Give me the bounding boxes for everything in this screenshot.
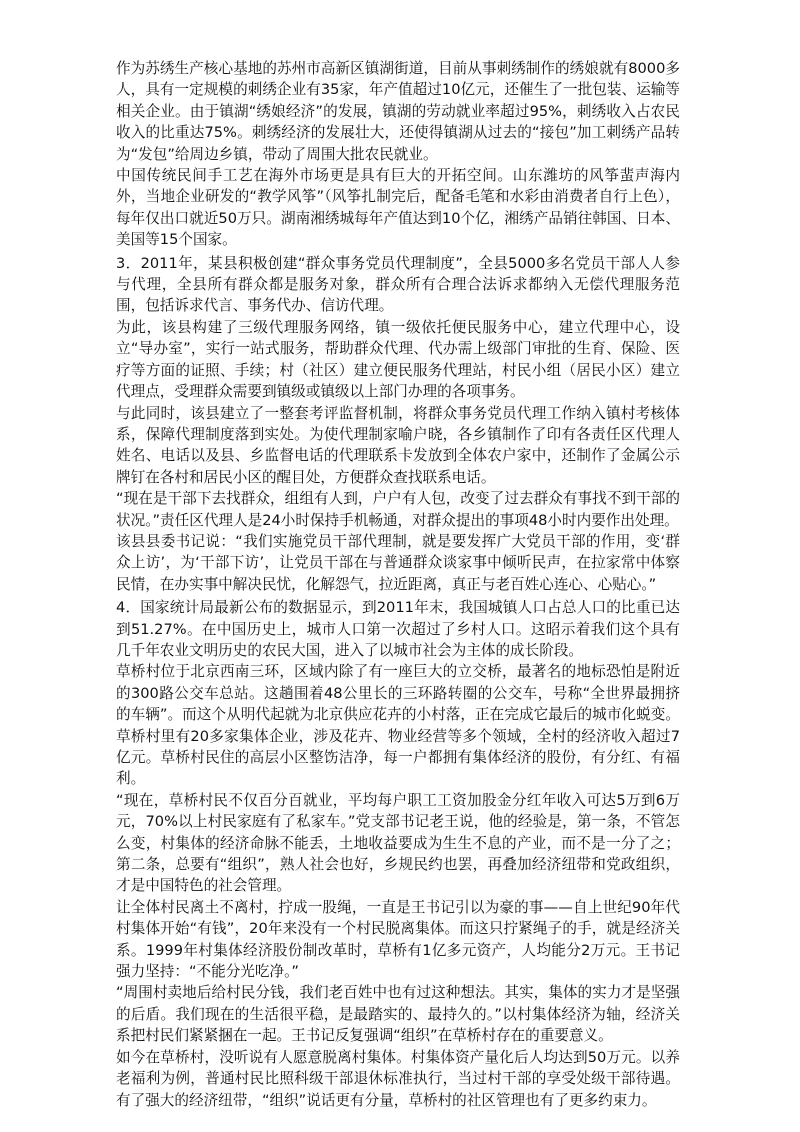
document-body — [116, 58, 680, 1111]
paragraph-section-4-urbanization: 4．国家统计局最新公布的数据显示，到2011年末，我国城镇人口占总人口的比重已达到51.27%。在中国历史上，城市人口第一次超过了乡村人口。这昭示着我们这个具有几千年农业文明历史的农民大国，进入了以城市社会为主体的成长阶段。 — [116, 599, 680, 659]
paragraph-cadres-find-masses: “现在是干部下去找群众，组组有人到，户户有人包，改变了过去群众有事找不到干部的状况。”责任区代理人是24小时保持手机畅通，对群众提出的事项48小时内要作出处理。 — [116, 490, 680, 529]
paragraph-villager-income: “现在，草桥村民不仅百分百就业，平均每户职工工资加股金分红年收入可达5万到6万元，70%以上村民家庭有了私家车。”党支部书记老王说，他的经验是，第一条，不管怎么变，村集体的经济命脉不能丢，土地收益要成为生生不息的产业，而不是一分了之；第二条，总要有“组织”，熟人社会也好，乡规民约也罢，再叠加经济纽带和党政组织，才是中国特色的社会管理。 — [116, 791, 680, 895]
paragraph-county-secretary-quote: 该县县委书记说：“我们实施党员干部代理制，就是要发挥广大党员干部的作用，变‘群众上访’，为‘干部下访’，让党员干部在与普通群众谈家事中倾听民声，在拉家常中体察民情，在办实事中解决民忧，化解怨气，拉近距离，真正与老百姓心连心、心贴心。” — [116, 532, 680, 593]
paragraph-service-network: 为此，该县构建了三级代理服务网络，镇一级依托便民服务中心，建立代理中心，设立“导办室”，实行一站式服务，帮助群众代理、代办需上级部门审批的生育、保险、医疗等方面的证照、手续；村（社区）建立便民服务代理站，村民小组（居民小区）建立代理点，受理群众需要到镇级或镇级以上部门办理的各项事务。 — [116, 318, 680, 401]
paragraph-evaluation-mechanism: 与此同时，该县建立了一整套考评监督机制，将群众事务党员代理工作纳入镇村考核体系，保障代理制度落到实处。为使代理制家喻户晓，各乡镇制作了印有各责任区代理人姓名、电话以及县、乡监督电话的代理联系卡发放到全体农户家中，还制作了金属公示牌钉在各村和居民小区的醒目处，方便群众查找联系电话。 — [116, 404, 680, 486]
paragraph-section-3-intro: 3．2011年，某县积极创建“群众事务党员代理制度”，全县5000多名党员干部人人参与代理，全县所有群众都是服务对象，群众所有合理合法诉求都纳入无偿代理服务范围，包括诉求代言、事务代办、信访代理。 — [116, 254, 680, 315]
paragraph-caoqiao-village: 草桥村位于北京西南三环，区域内除了有一座巨大的立交桥，最著名的地标恐怕是附近的300路公交车总站。这趟围着48公里长的三环路转圈的公交车，号称“全世界最拥挤的车辆”。而这个从明代起就为北京供应花卉的小村落，正在完成它最后的城市化蜕变。草桥村里有20多家集体企业，涉及花卉、物业经营等多个领域，全村的经济收入超过7亿元。草桥村民住的高层小区整饬洁净，每一户都拥有集体经济的股份，有分红、有福利。 — [116, 663, 680, 788]
paragraph-collective-strength: “周围村卖地后给村民分钱，我们老百姓中也有过这种想法。其实，集体的实力才是坚强的后盾。我们现在的生活很平稳，是最踏实的、最持久的。”以村集体经济为轴，经济关系把村民们紧紧捆在一起。王书记反复强调“组织”在草桥村存在的重要意义。 — [116, 984, 680, 1045]
paragraph-community-management: 如今在草桥村，没听说有人愿意脱离村集体。村集体资产量化后人均达到50万元。以养老福利为例，普通村民比照科级干部退休标准执行，当过村干部的享受处级干部待遇。有了强大的经济纽带，“组织”说话更有分量，草桥村的社区管理也有了更多约束力。 — [116, 1048, 680, 1109]
paragraph-handicraft-overseas: 中国传统民间手工艺在海外市场更是具有巨大的开拓空间。山东潍坊的风筝蜚声海内外，当地企业研发的“教学风筝”（风筝扎制完后，配备毛笔和水彩由消费者自行上色），每年仅出口就近50万只。湖南湘绣城每年产值达到10个亿，湘绣产品销往韩国、日本、美国等15个国家。 — [116, 167, 680, 249]
paragraph-collective-unity: 让全体村民离土不离村，拧成一股绳，一直是王书记引以为豪的事——自上世纪90年代村集体开始“有钱”，20年来没有一个村民脱离集体。而这只拧紧绳子的手，就是经济关系。1999年村集体经济股份制改革时，草桥有1亿多元资产，人均能分2万元。王书记强力坚持：“不能分光吃净。” — [116, 898, 680, 981]
paragraph-zhenhu-embroidery: 作为苏绣生产核心基地的苏州市高新区镇湖街道，目前从事刺绣制作的绣娘就有8000多人，具有一定规模的刺绣企业有35家，年产值超过10亿元，还催生了一批包装、运输等相关企业。由于镇湖“绣娘经济”的发展，镇湖的劳动就业率超过95%，刺绣收入占农民收入的比重达75%。刺绣经济的发展壮大，还使得镇湖从过去的“接包”加工刺绣产品转为“发包”给周边乡镇，带动了周围大批农民就业。 — [116, 60, 680, 163]
